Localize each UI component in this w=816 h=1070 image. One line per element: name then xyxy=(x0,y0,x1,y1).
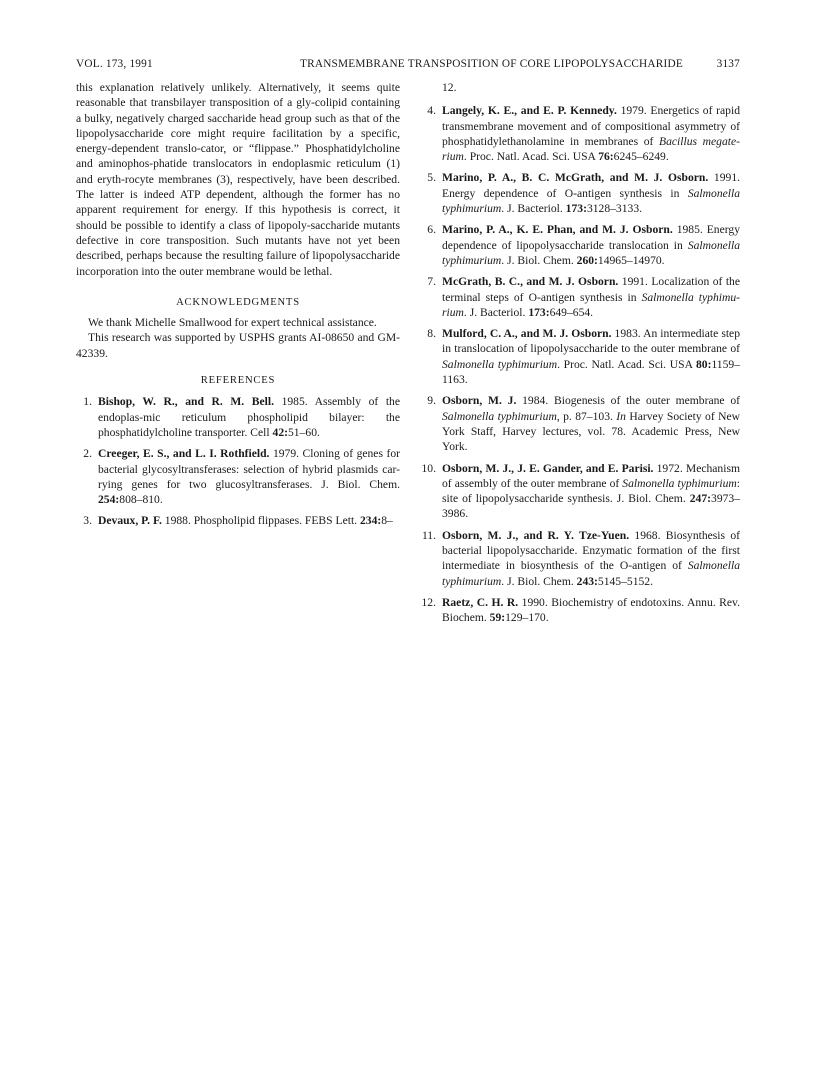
reference-list-right xyxy=(420,103,740,625)
page-header xyxy=(76,58,740,74)
reference-text: 1991. Energy dependence of O-antigen synthesis in xyxy=(442,171,741,200)
reference-authors: Marino, P. A., B. C. McGrath, and M. J. Osborn. xyxy=(442,171,709,185)
reference-number: 9. xyxy=(427,394,436,408)
reference-item xyxy=(420,222,740,268)
reference-organism: Salmonella typhimurium xyxy=(442,409,557,423)
acknowledgments-heading: ACKNOWLEDGMENTS xyxy=(176,296,300,308)
reference-volume: 247: xyxy=(689,492,712,506)
journal-volume: VOL. 173, 1991 xyxy=(76,58,153,70)
reference-volume: 243: xyxy=(576,574,598,588)
reference-authors: Osborn, M. J., and R. Y. Tze-Yuen. xyxy=(442,528,630,542)
reference-item xyxy=(420,595,740,626)
reference-text: 1985. Assembly of the endoplas-mic reticulum phospholipid bilayer: the phosphatidylcholine transporter. Cell xyxy=(98,395,400,439)
reference-pages: , p. 87–103. xyxy=(556,409,617,423)
reference-text: 1985. Energy dependence of lipopolysaccharide translocation in xyxy=(442,223,740,252)
reference-volume: 173: xyxy=(565,202,587,216)
reference-pages: 14965–14970. xyxy=(597,253,665,267)
reference-authors: Creeger, E. S., and L. I. Rothfield. xyxy=(98,447,270,461)
reference-item xyxy=(420,528,740,589)
reference-number: 6. xyxy=(427,223,436,237)
reference-volume: 80: xyxy=(695,357,712,371)
reference-volume: 76: xyxy=(598,150,614,164)
reference-journal: . J. Bacteriol. xyxy=(501,202,566,216)
reference-authors: Marino, P. A., K. E. Phan, and M. J. Osborn. xyxy=(442,223,673,237)
reference-pages: 649–654. xyxy=(549,305,594,319)
funding-text: This research was supported by USPHS grants AI-08650 and GM-42339. xyxy=(76,331,400,360)
reference-item xyxy=(420,461,740,522)
reference-authors: Mulford, C. A., and M. J. Osborn. xyxy=(442,327,612,341)
reference-journal: . J. Biol. Chem. xyxy=(501,574,577,588)
reference-journal: . Proc. Natl. Acad. Sci. USA xyxy=(557,357,696,371)
reference-volume: 254: xyxy=(98,493,120,507)
reference-continuation: 12. xyxy=(442,81,457,94)
reference-journal: : site of lipopolysaccharide synthesis. J. Biol. Chem. xyxy=(442,476,740,506)
reference-text: 1979. Energetics of rapid transmembrane movement and of compositional asymmetry of phosphatidylethanolamine in membranes of xyxy=(442,104,740,148)
reference-text: 1988. Phospholipid flippases. FEBS Lett. xyxy=(161,514,360,528)
reference-text: 1984. Biogenesis of the outer membrane of xyxy=(516,394,740,408)
running-title: TRANSMEMBRANE TRANSPOSITION OF CORE LIPOPOLYSACCHARIDE xyxy=(300,58,683,70)
reference-number: 12. xyxy=(421,595,436,609)
reference-organism: Salmonella typhimurium xyxy=(442,238,740,267)
reference-pages: 1159–1163. xyxy=(442,357,740,387)
reference-volume: 173: xyxy=(528,305,550,319)
reference-item xyxy=(420,103,740,164)
reference-organism: Salmonella typhimu-rium xyxy=(442,290,740,319)
left-column xyxy=(76,80,400,535)
reference-publisher: Harvey Society of New York Staff, Harvey lectures, vol. 78. Academic Press, New York. xyxy=(442,409,740,454)
reference-organism: Bacillus megate-rium xyxy=(442,134,740,164)
reference-volume: 42: xyxy=(272,425,288,439)
reference-text: 1979. Cloning of genes for bacterial glycosyltransferases: selection of hybrid plasmids car-rying genes for two glucosyltransferases. J. Biol. Chem. xyxy=(98,447,400,491)
reference-organism: Salmonella typhimurium xyxy=(442,357,558,371)
reference-journal: . Proc. Natl. Acad. Sci. USA xyxy=(463,150,599,164)
reference-item xyxy=(76,513,400,528)
reference-number: 8. xyxy=(427,327,436,341)
page-number: 3137 xyxy=(716,58,740,70)
reference-pages: 51–60. xyxy=(288,425,320,439)
reference-journal: . J. Bacteriol. xyxy=(463,305,529,319)
reference-text: 1991. Localization of the terminal steps of O-antigen synthesis in xyxy=(442,275,740,304)
reference-text: 1983. An intermediate step in translocation of lipopolysaccharide to the outer membrane of xyxy=(442,327,740,356)
reference-number: 11. xyxy=(421,528,436,542)
reference-organism: Salmonella typhimurium xyxy=(442,559,740,588)
reference-number: 3. xyxy=(83,514,92,528)
reference-in: In xyxy=(616,409,626,423)
right-column xyxy=(420,80,740,632)
reference-item xyxy=(76,446,400,507)
reference-pages: 129–170. xyxy=(505,611,549,625)
reference-authors: Raetz, C. H. R. xyxy=(442,595,519,609)
reference-number: 10. xyxy=(421,461,436,475)
reference-volume: 234: xyxy=(359,514,382,528)
reference-authors: Osborn, M. J., J. E. Gander, and E. Parisi. xyxy=(442,461,654,475)
reference-pages: 5145–5152. xyxy=(597,574,653,588)
reference-authors: Osborn, M. J. xyxy=(442,394,517,408)
reference-list-left xyxy=(76,394,400,528)
reference-volume: 260: xyxy=(576,253,598,267)
reference-item xyxy=(420,393,740,454)
reference-item xyxy=(420,274,740,320)
reference-volume: 59: xyxy=(489,611,506,625)
reference-item xyxy=(420,170,740,216)
reference-authors: McGrath, B. C., and M. J. Osborn. xyxy=(442,275,619,289)
acknowledgment-text: We thank Michelle Smallwood for expert technical assistance. xyxy=(88,316,377,330)
reference-item xyxy=(76,394,400,440)
reference-authors: Devaux, P. F. xyxy=(98,514,162,528)
reference-number: 7. xyxy=(427,275,436,289)
body-paragraph: this explanation relatively unlikely. Alternatively, it seems quite reasonable that transbilayer transposition of a gly-colipid containing a bulky, negatively charged saccharide head group such as that of the lipopolysaccharide core might require facilitation by a specific, energy-dependent translo-cator, or “flippase.” Phosphatidylcholine and aminophos-phatide translocators in endoplasmic reticulum (1) and eryth-rocyte membranes (3), respectively, have been described. The latter is indeed ATP dependent, although the former has no apparent requirement for energy. If this hypothesis is correct, it should be possible to identify a class of lipopoly-saccharide mutants defective in core transposition. Such mutants have not yet been described, perhaps because the resulting failure of lipopolysaccharide incorporation into the outer membrane would be lethal. xyxy=(76,81,400,278)
references-heading: REFERENCES xyxy=(200,375,276,387)
reference-pages: 8– xyxy=(381,514,393,528)
reference-pages: 808–810. xyxy=(119,493,163,507)
reference-text: 1972. Mechanism of assembly of the outer membrane of xyxy=(442,461,740,490)
reference-item xyxy=(420,326,740,387)
reference-journal: . J. Biol. Chem. xyxy=(501,253,577,267)
reference-number: 4. xyxy=(427,104,436,118)
reference-authors: Langely, K. E., and E. P. Kennedy. xyxy=(442,104,617,118)
reference-number: 1. xyxy=(83,395,92,409)
reference-number: 2. xyxy=(83,447,92,461)
reference-text: 1990. Biochemistry of endotoxins. Annu. Rev. Biochem. xyxy=(442,595,740,625)
reference-pages: 3973–3986. xyxy=(442,492,740,521)
reference-pages: 6245–6249. xyxy=(613,150,669,164)
reference-pages: 3128–3133. xyxy=(586,202,643,216)
reference-organism: Salmonella typhimurium xyxy=(622,476,737,490)
reference-number: 5. xyxy=(427,171,436,185)
reference-authors: Bishop, W. R., and R. M. Bell. xyxy=(98,395,274,409)
reference-organism: Salmonella typhimurium xyxy=(442,186,740,216)
reference-text: 1968. Biosynthesis of bacterial lipopolysaccharide. Enzymatic formation of the first intermediate in biosynthesis of the O-antigen of xyxy=(442,528,740,573)
